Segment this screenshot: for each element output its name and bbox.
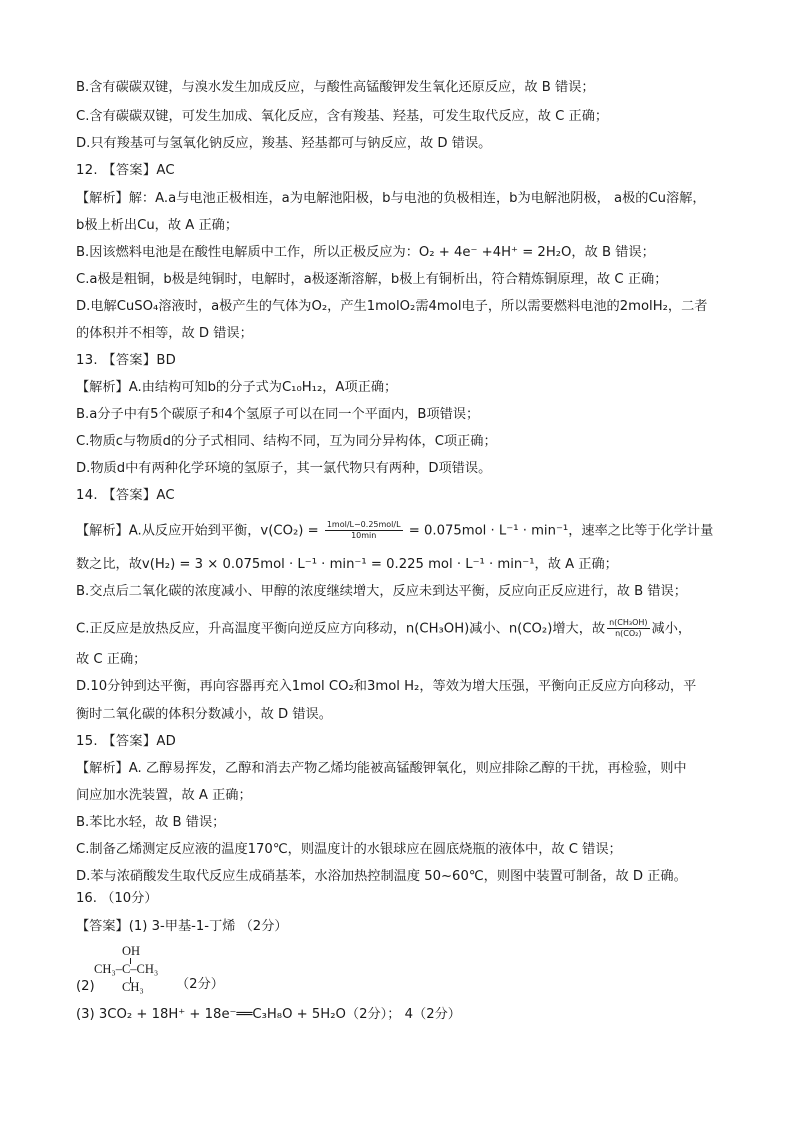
text-line: B.因该燃料电池是在酸性电解质中工作，所以正极反应为：O₂ + 4e⁻ +4H⁺ = 2H₂O，故 B 错误； xyxy=(76,245,655,260)
text-line: C.含有碳碳双键，可发生加成、氧化反应，含有羧基、羟基，可发生取代反应，故 C 正确； xyxy=(76,109,609,124)
answer-heading-12: 12. 【答案】AC xyxy=(76,163,175,178)
text-line: C.物质c与物质d的分子式相同、结构不同，互为同分异构体，C项正确； xyxy=(76,434,497,449)
answer-heading-13: 13. 【答案】BD xyxy=(76,353,177,368)
text-line: B.苯比水轻，故 B 错误； xyxy=(76,815,226,830)
fraction: $\frac{\text{n(CH₃OH)}}{\text{n(CO₂)}}$ xyxy=(609,618,648,638)
question-16-heading: 16. （10分） xyxy=(76,891,158,906)
answer-heading-14: 14. 【答案】AC xyxy=(76,488,175,503)
answer-16-part2-label: (2) xyxy=(76,979,95,994)
answer-16-part2-score: （2分） xyxy=(176,977,224,992)
text-line: B.交点后二氧化碳的浓度减小、甲醇的浓度继续增大，反应未到达平衡，反应向正反应进行，故 B 错误； xyxy=(76,584,687,599)
answer-heading-15: 15. 【答案】AD xyxy=(76,734,177,749)
oh-group: OH xyxy=(122,944,141,958)
text-line: 故 C 正确； xyxy=(76,652,147,667)
text-line: B.a分子中有5个碳原子和4个氢原子可以在同一个平面内，B项错误； xyxy=(76,407,480,422)
text-line: D.物质d中有两种化学环境的氢原子，其一氯代物只有两种，D项错误。 xyxy=(76,461,492,476)
text-line-ratio: C.正反应是放热反应，升高温度平衡向逆反应方向移动，n(CH₃OH)减小、n(CO₂)增大，故 $\frac{\text{n(CH₃OH)}}{\text{n(CO₂)}}$ 减小， xyxy=(76,618,692,638)
text-line: 数之比，故v(H₂) = 3 × 0.075mol · L⁻¹ · min⁻¹ = 0.225 mol · L⁻¹ · min⁻¹，故 A 正确； xyxy=(76,557,618,572)
text-line: D.10分钟到达平衡，再向容器再充入1mol CO₂和3mol H₂，等效为增大压强，平衡向正反应方向移动，平 xyxy=(76,679,697,694)
text-line: B.含有碳碳双键，与溴水发生加成反应，与酸性高锰酸钾发生氧化还原反应，故 B 错误； xyxy=(76,80,595,95)
fraction: $\frac{\text{1mol/L−0.25mol/L}}{10\min}$ xyxy=(326,520,401,540)
text-line: D.苯与浓硝酸发生取代反应生成硝基苯，水浴加热控制温度 50~60℃，则图中装置可制备，故 D 正确。 xyxy=(76,869,687,884)
text-line: D.电解CuSO₄溶液时，a极产生的气体为O₂，产生1molO₂需4mol电子，所以需要燃料电池的2molH₂，二者 xyxy=(76,299,708,314)
text-line: b极上析出Cu，故 A 正确； xyxy=(76,218,239,233)
text-line: D.只有羧基可与氢氧化钠反应，羧基、羟基都可与钠反应，故 D 错误。 xyxy=(76,136,492,151)
text-line: 【解析】解：A.a与电池正极相连，a为电解池阳极，b与电池的负极相连，b为电解池阴极， a极的Cu溶解， xyxy=(76,191,706,206)
text-line: 【解析】A.由结构可知b的分子式为C₁₀H₁₂，A项正确； xyxy=(76,380,398,395)
text-line: 【解析】A. 乙醇易挥发，乙醇和消去产物乙烯均能被高锰酸钾氧化，则应排除乙醇的干扰，再检验，则中 xyxy=(76,761,687,776)
main-chain: CH₃–C–CH₃ xyxy=(94,962,159,976)
methyl-group: CH₃ xyxy=(122,980,144,994)
answer-16-part3: (3) 3CO₂ + 18H⁺ + 18e⁻══C₃H₈O + 5H₂O（2分）； 4（2分） xyxy=(76,1007,461,1022)
text-line-rate: 【解析】A.从反应开始到平衡，v(CO₂) = $\frac{\text{1mol/L−0.25mol/L}}{10\min}$ = 0.075mol · L⁻¹ · min⁻¹，速率之比等于化学计量 xyxy=(76,520,714,540)
text-line: 衡时二氧化碳的体积分数减小，故 D 错误。 xyxy=(76,707,332,722)
text-line: 间应加水洗装置，故 A 正确； xyxy=(76,788,252,803)
text-line: C.a极是粗铜，b极是纯铜时，电解时，a极逐渐溶解，b极上有铜析出，符合精炼铜原理，故 C 正确； xyxy=(76,272,668,287)
answer-16-part1: 【答案】(1) 3-甲基-1-丁烯 （2分） xyxy=(76,919,288,934)
text-line: 的体积并不相等，故 D 错误； xyxy=(76,326,253,341)
text-line: C.制备乙烯测定反应液的温度170℃，则温度计的水银球应在圆底烧瓶的液体中，故 C 错误； xyxy=(76,842,622,857)
